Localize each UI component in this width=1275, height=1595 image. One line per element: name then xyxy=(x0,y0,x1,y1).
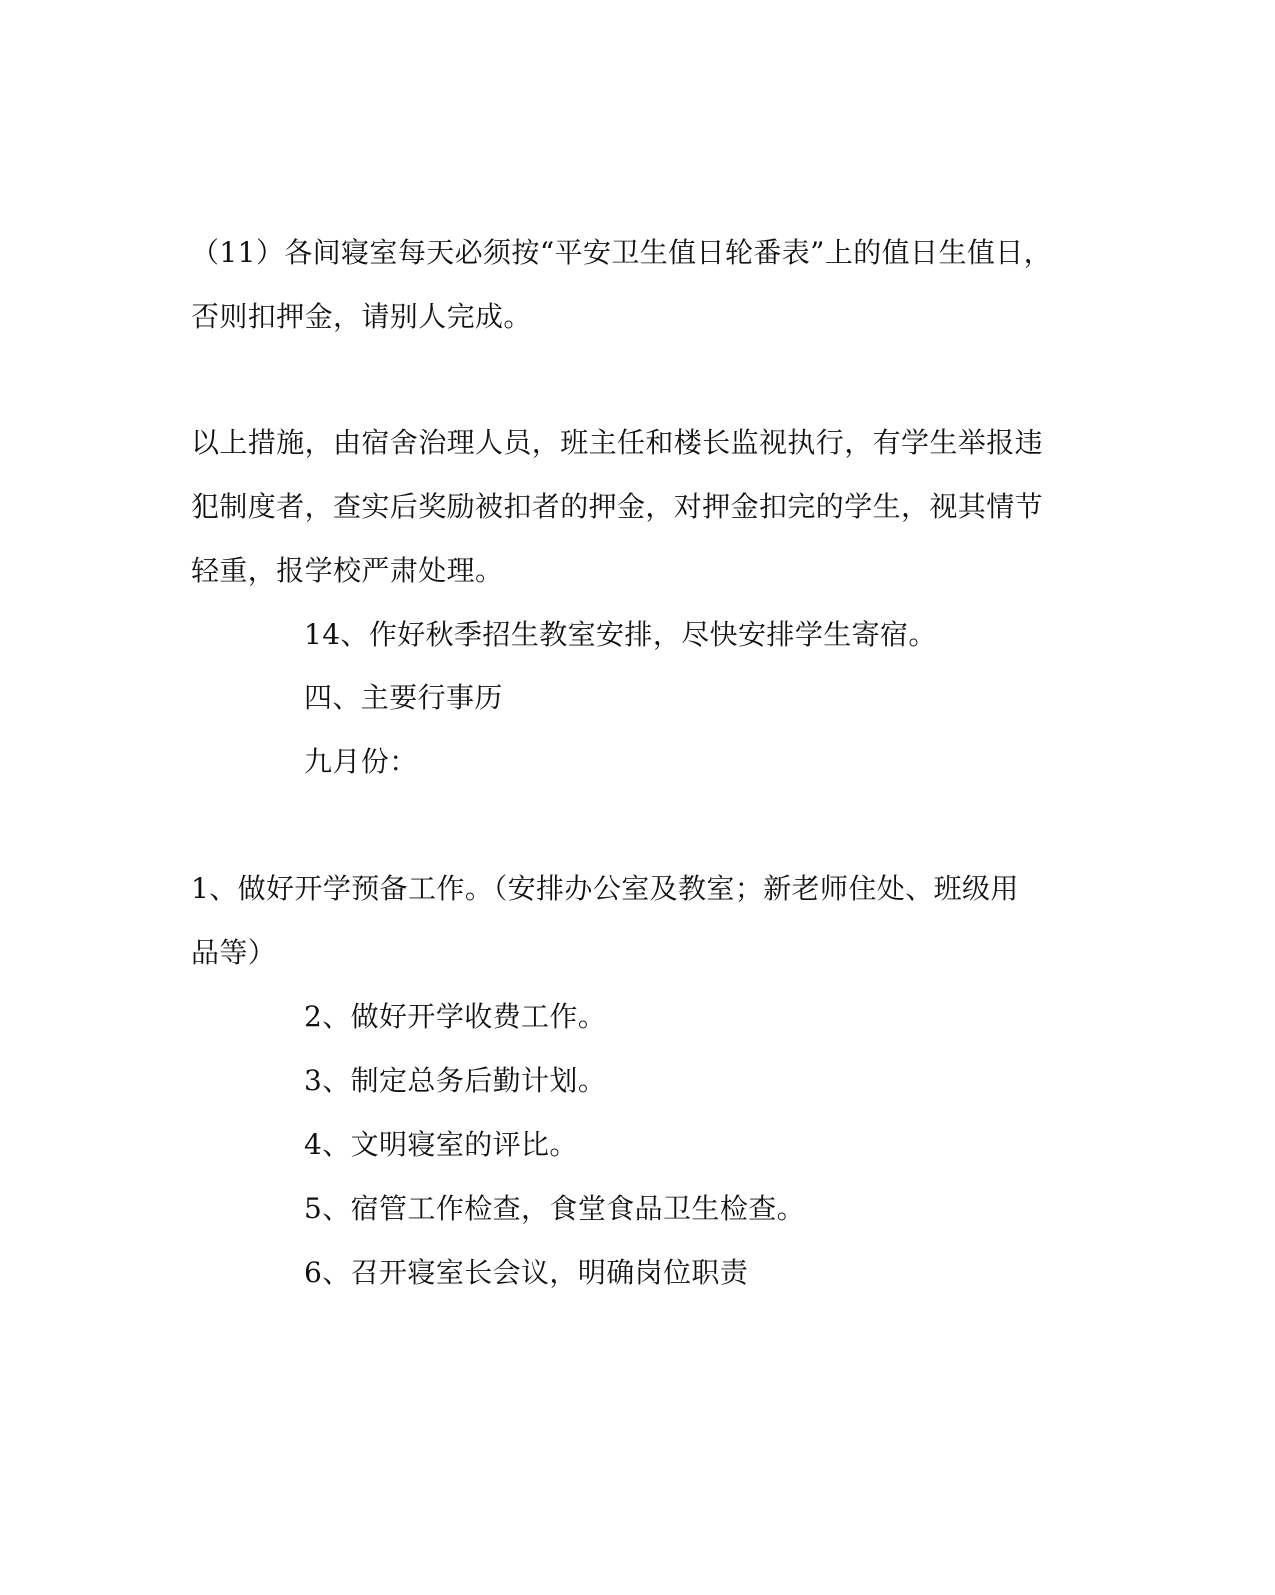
section-heading-calendar: 四、主要行事历 xyxy=(304,681,503,714)
item-14: 14、作好秋季招生教室安排，尽快安排学生寄宿。 xyxy=(304,618,937,651)
september-item-1-line-2: 品等） xyxy=(191,936,277,969)
september-item-6: 6、召开寝室长会议，明确岗位职责 xyxy=(304,1256,749,1289)
september-item-4: 4、文明寝室的评比。 xyxy=(304,1128,578,1161)
rule-11-line-2: 否则扣押金，请别人完成。 xyxy=(191,300,532,333)
september-item-3: 3、制定总务后勤计划。 xyxy=(304,1064,607,1097)
month-heading-september: 九月份： xyxy=(304,745,418,778)
september-item-5: 5、宿管工作检查，食堂食品卫生检查。 xyxy=(304,1192,806,1225)
september-item-1-line-1: 1、做好开学预备工作。（安排办公室及教室；新老师住处、班级用 xyxy=(191,872,1019,905)
measures-paragraph-line-2: 犯制度者，查实后奖励被扣者的押金，对押金扣完的学生，视其情节 xyxy=(191,490,1044,523)
rule-11-line-1: （11）各间寝室每天必须按“平安卫生值日轮番表”上的值日生值日， xyxy=(191,236,1053,269)
measures-paragraph-line-1: 以上措施，由宿舍治理人员，班主任和楼长监视执行，有学生举报违 xyxy=(191,426,1044,459)
september-item-2: 2、做好开学收费工作。 xyxy=(304,1000,607,1033)
measures-paragraph-line-3: 轻重，报学校严肃处理。 xyxy=(191,554,504,587)
